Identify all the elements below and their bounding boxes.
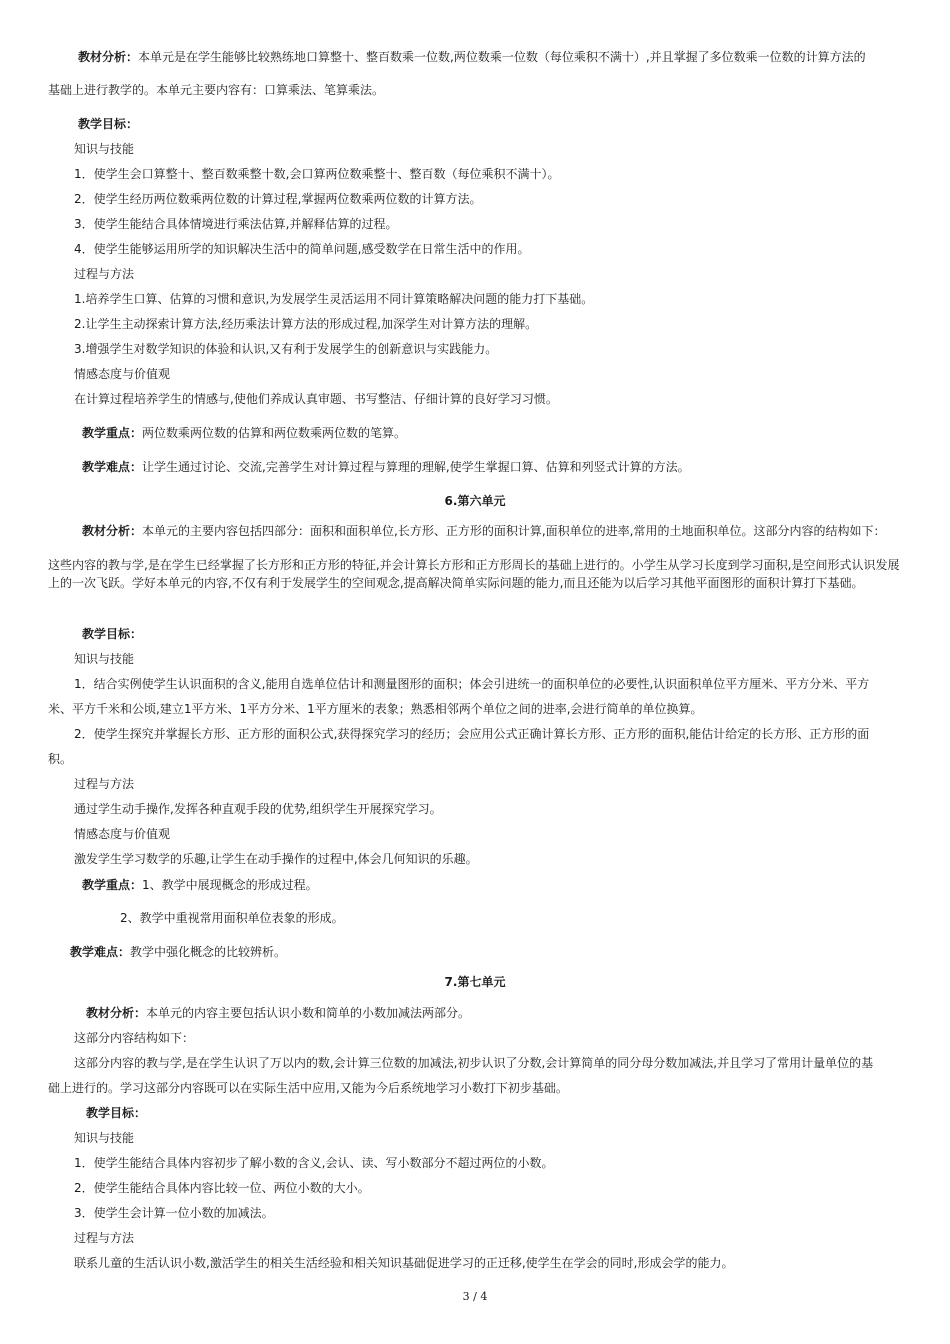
u7-goals-label: 教学目标： — [86, 1106, 147, 1120]
u5-goals-label: 教学目标： — [78, 117, 139, 131]
u5-key-label: 教学重点： — [82, 426, 143, 440]
u5-pm-item-3: 3.增强学生对数学知识的体验和认识,又有利于发展学生的创新意识与实践能力。 — [74, 342, 498, 356]
u6-analysis-label: 教材分析： — [82, 524, 143, 538]
u5-av-heading: 情感态度与价值观 — [74, 367, 171, 381]
u7-ks-heading: 知识与技能 — [74, 1131, 135, 1145]
u7-paragraph-line1: 这部分内容的教与学,是在学生认识了万以内的数,会计算三位数的加减法,初步认识了分数,会计算简单的同分母分数加减法,并且学习了常用计量单位的基 — [74, 1056, 874, 1070]
unit-7-title: 7.第七单元 — [444, 975, 506, 989]
u7-paragraph-line2: 础上进行的。学习这部分内容既可以在实际生活中应用,又能为今后系统地学习小数打下初步基础。 — [48, 1081, 568, 1095]
u7-structure-note: 这部分内容结构如下： — [74, 1031, 195, 1045]
u6-av-heading: 情感态度与价值观 — [74, 827, 171, 841]
u5-pm-item-2: 2.让学生主动探索计算方法,经历乘法计算方法的形成过程,加深学生对计算方法的理解。 — [74, 317, 538, 331]
u5-analysis-label: 教材分析： — [78, 50, 139, 64]
u5-ks-heading: 知识与技能 — [74, 142, 135, 156]
u6-diff-label: 教学难点： — [70, 945, 131, 959]
u7-ks-item-2: 2．使学生能结合具体内容比较一位、两位小数的大小。 — [74, 1181, 370, 1195]
u6-key-point-2: 2、教学中重视常用面积单位表象的形成。 — [120, 911, 344, 925]
u7-pm-heading: 过程与方法 — [74, 1231, 135, 1245]
u6-goals-label: 教学目标： — [82, 627, 143, 641]
u5-difficulty: 教学难点：让学生通过讨论、交流,完善学生对计算过程与算理的理解,使学生掌握口算、估算和列竖式计算的方法。 — [82, 460, 690, 474]
u5-av-item-1: 在计算过程培养学生的情感与,使他们养成认真审题、书写整洁、仔细计算的良好学习习惯。 — [74, 392, 558, 406]
u5-key-point: 教学重点：两位数乘两位数的估算和两位数乘两位数的笔算。 — [82, 426, 407, 440]
u6-ks-item-1-line2: 米、平方千米和公顷,建立1平方米、1平方分米、1平方厘米的表象；熟悉相邻两个单位之间的进率,会进行简单的单位换算。 — [48, 702, 703, 716]
u5-pm-item-1: 1.培养学生口算、估算的习惯和意识,为发展学生灵活运用不同计算策略解决问题的能力打下基础。 — [74, 292, 594, 306]
u5-analysis-line1: 教材分析：本单元是在学生能够比较熟练地口算整十、整百数乘一位数,两位数乘一位数（每位乘积不满十）,并且掌握了多位数乘一位数的计算方法的 — [78, 50, 866, 64]
u5-diff-label: 教学难点： — [82, 460, 143, 474]
u7-analysis-label: 教材分析： — [86, 1006, 147, 1020]
page-number: 3 / 4 — [462, 1290, 488, 1303]
u6-ks-item-1-line1: 1．结合实例使学生认识面积的含义,能用自选单位估计和测量图形的面积；体会引进统一的面积单位的必要性,认识面积单位平方厘米、平方分米、平方 — [74, 677, 870, 691]
u6-background-paragraph: 这些内容的教与学,是在学生已经掌握了长方形和正方形的特征,并会计算长方形和正方形周长的基础上进行的。小学生从学习长度到学习面积,是空间形式认识发展上的一次飞跃。学好本单元的内容,不仅有利于发展学生的空间观念,提高解决简单实际问题的能力,而且还能为以后学习其他平面图形的面积计算打下基础。 — [48, 558, 900, 590]
u6-pm-heading: 过程与方法 — [74, 777, 135, 791]
u6-key-label: 教学重点： — [82, 878, 143, 892]
u6-analysis: 教材分析：本单元的主要内容包括四部分：面积和面积单位,长方形、正方形的面积计算,面积单位的进率,常用的土地面积单位。这部分内容的结构如下： — [82, 524, 886, 538]
u6-ks-item-2-line1: 2．使学生探究并掌握长方形、正方形的面积公式,获得探究学习的经历；会应用公式正确计算长方形、正方形的面积,能估计给定的长方形、正方形的面 — [74, 727, 870, 741]
u5-ks-item-3: 3．使学生能结合具体情境进行乘法估算,并解释估算的过程。 — [74, 217, 398, 231]
u5-analysis-line2: 基础上进行教学的。本单元主要内容有：口算乘法、笔算乘法。 — [48, 83, 385, 97]
u5-ks-item-1: 1．使学生会口算整十、整百数乘整十数,会口算两位数乘整十、整百数（每位乘积不满十）。 — [74, 167, 560, 181]
u6-key-point-1: 教学重点：1、教学中展现概念的形成过程。 — [82, 878, 318, 892]
u6-ks-item-2-line2: 积。 — [48, 752, 73, 766]
u7-pm-item-1: 联系儿童的生活认识小数,激活学生的相关生活经验和相关知识基础促进学习的正迁移,使学生在学会的同时,形成会学的能力。 — [74, 1256, 734, 1270]
u7-ks-item-3: 3．使学生会计算一位小数的加减法。 — [74, 1206, 274, 1220]
u6-av-item-1: 激发学生学习数学的乐趣,让学生在动手操作的过程中,体会几何知识的乐趣。 — [74, 852, 478, 866]
u6-ks-heading: 知识与技能 — [74, 652, 135, 666]
u5-ks-item-4: 4．使学生能够运用所学的知识解决生活中的简单问题,感受数学在日常生活中的作用。 — [74, 242, 530, 256]
u6-difficulty: 教学难点：教学中强化概念的比较辨析。 — [70, 945, 287, 959]
u5-pm-heading: 过程与方法 — [74, 267, 135, 281]
u7-analysis: 教材分析：本单元的内容主要包括认识小数和简单的小数加减法两部分。 — [86, 1006, 471, 1020]
u7-ks-item-1: 1．使学生能结合具体内容初步了解小数的含义,会认、读、写小数部分不超过两位的小数。 — [74, 1156, 554, 1170]
u6-pm-item-1: 通过学生动手操作,发挥各种直观手段的优势,组织学生开展探究学习。 — [74, 802, 442, 816]
unit-6-title: 6.第六单元 — [444, 494, 506, 508]
u5-ks-item-2: 2．使学生经历两位数乘两位数的计算过程,掌握两位数乘两位数的计算方法。 — [74, 192, 482, 206]
